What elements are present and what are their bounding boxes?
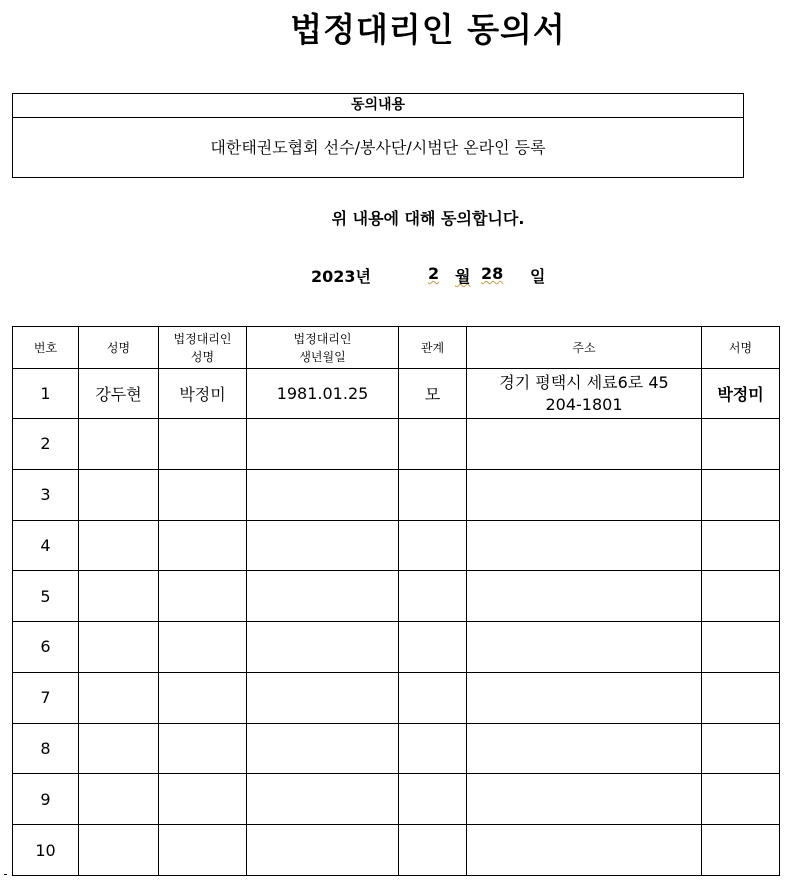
consent-heading: 동의내용 xyxy=(13,94,743,118)
row-address-line2: 204-1801 xyxy=(545,394,623,414)
table-row xyxy=(13,774,780,825)
row-number: 10 xyxy=(13,825,79,876)
row-guardian-name: 박정미 xyxy=(159,369,247,419)
header-signature: 서명 xyxy=(702,327,780,369)
table-row xyxy=(13,672,780,723)
guardian-table xyxy=(12,326,780,876)
header-address: 주소 xyxy=(467,327,702,369)
row-address xyxy=(467,369,702,419)
row-number: 4 xyxy=(13,520,79,571)
date-month: 2 xyxy=(428,264,440,283)
table-row xyxy=(13,469,780,520)
table-row xyxy=(13,723,780,774)
table-row xyxy=(13,369,780,419)
page-mark xyxy=(4,874,7,875)
date-month-unit: 월 xyxy=(455,267,471,286)
date-day: 28 xyxy=(481,264,504,283)
header-number: 번호 xyxy=(13,327,79,369)
row-number: 8 xyxy=(13,723,79,774)
agreement-statement: 위 내용에 대해 동의합니다. xyxy=(331,209,525,228)
consent-box xyxy=(12,93,744,178)
row-number: 5 xyxy=(13,571,79,622)
row-number: 3 xyxy=(13,469,79,520)
row-number: 7 xyxy=(13,672,79,723)
page-title: 법정대리인 동의서 xyxy=(290,10,566,49)
row-number: 2 xyxy=(13,419,79,470)
row-signature: 박정미 xyxy=(702,369,780,419)
row-name: 강두현 xyxy=(79,369,159,419)
table-row xyxy=(13,419,780,470)
header-guardian-name: 법정대리인 성명 xyxy=(159,327,247,369)
table-header-row xyxy=(13,327,780,369)
row-address-line1: 경기 평택시 세료6로 45 xyxy=(499,372,669,392)
table-row xyxy=(13,520,780,571)
date-year: 2023년 xyxy=(311,267,371,286)
table-row xyxy=(13,622,780,673)
row-relation: 모 xyxy=(399,369,467,419)
header-relation: 관계 xyxy=(399,327,467,369)
table-row xyxy=(13,571,780,622)
row-number: 6 xyxy=(13,622,79,673)
row-guardian-birth: 1981.01.25 xyxy=(247,369,399,419)
row-number: 1 xyxy=(13,369,79,419)
consent-content: 대한태권도협회 선수/봉사단/시범단 온라인 등록 xyxy=(210,138,546,157)
row-number: 9 xyxy=(13,774,79,825)
date-day-unit: 일 xyxy=(530,267,546,286)
header-name: 성명 xyxy=(79,327,159,369)
header-guardian-birth: 법정대리인 생년월일 xyxy=(247,327,399,369)
table-row xyxy=(13,825,780,876)
